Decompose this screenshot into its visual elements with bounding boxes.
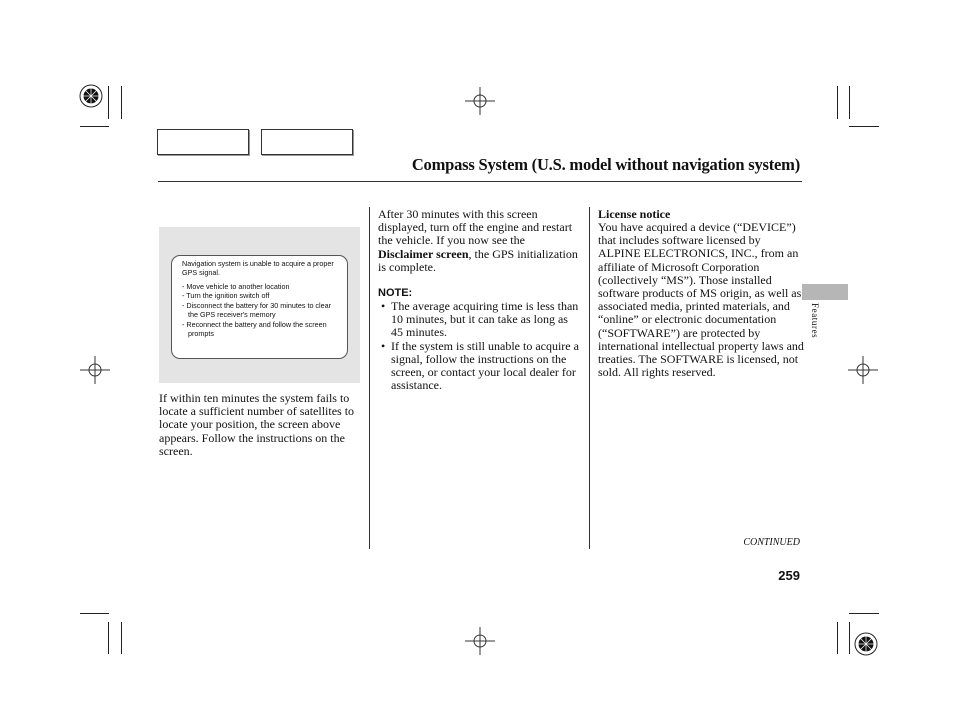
note-label: NOTE: [378,287,413,299]
column-divider [589,207,590,549]
section-tab [802,284,848,300]
note-list [378,300,580,392]
crosshair-icon [848,356,878,384]
column2-paragraph [378,208,578,274]
note-item: • If the system is still unable to acquire a signal, follow the instructions on the screen, or contact your local dealer for assistance. [378,340,580,393]
screen-step: - Reconnect the battery and follow the screen prompts [182,319,327,339]
paragraph-text: , the GPS initialization is complete. [378,246,578,274]
section-label: Features [810,303,820,339]
crosshair-icon [465,627,495,655]
paragraph-text: After 30 minutes with this screen displayed, turn off the engine and restart the vehicle. If you now see the [378,207,573,248]
nav-box-previous[interactable] [157,129,249,155]
screen-steps [182,282,342,338]
note-item: • The average acquiring time is less than 10 minutes, but it can take as long as 45 minutes. [378,300,580,340]
registration-target-icon [853,631,879,657]
page-title: Compass System (U.S. model without navigation system) [411,155,800,174]
crosshair-icon [80,356,110,384]
screen-message: Navigation system is unable to acquire a proper GPS signal. [182,259,334,278]
continued-label: CONTINUED [743,537,800,548]
license-notice-heading: License notice [598,207,671,221]
crosshair-icon [465,87,495,115]
screen-illustration [159,227,360,383]
page-number: 259 [778,568,800,583]
screen-step: - Turn the ignition switch off [182,291,270,301]
column-divider [369,207,370,549]
nav-box-next[interactable] [261,129,353,155]
license-notice-paragraph: You have acquired a device (“DEVICE”) that includes software licensed by ALPINE ELECTRONICS, INC., from an affiliate of Microsoft Corporation (collectively “MS”). Those installed software products of MS origin, as well as associated media, printed materials, and “online” or electronic documentation (“SOFTWARE”) are protected by international intellectual property laws and treaties. The SOFTWARE is licensed, not sold. All rights reserved. [598,220,804,380]
disclaimer-screen-term: Disclaimer screen [378,246,469,261]
screen-step: - Disconnect the battery for 30 minutes to clear the GPS receiver's memory [182,300,332,320]
header-rule [158,181,802,182]
screen-step: - Move vehicle to another location [182,282,290,291]
screen-display [171,255,348,359]
column1-paragraph: If within ten minutes the system fails to locate a sufficient number of satellites to locate your position, the screen above appears. Follow the instructions on the screen. [159,391,355,458]
registration-target-icon [78,83,104,109]
